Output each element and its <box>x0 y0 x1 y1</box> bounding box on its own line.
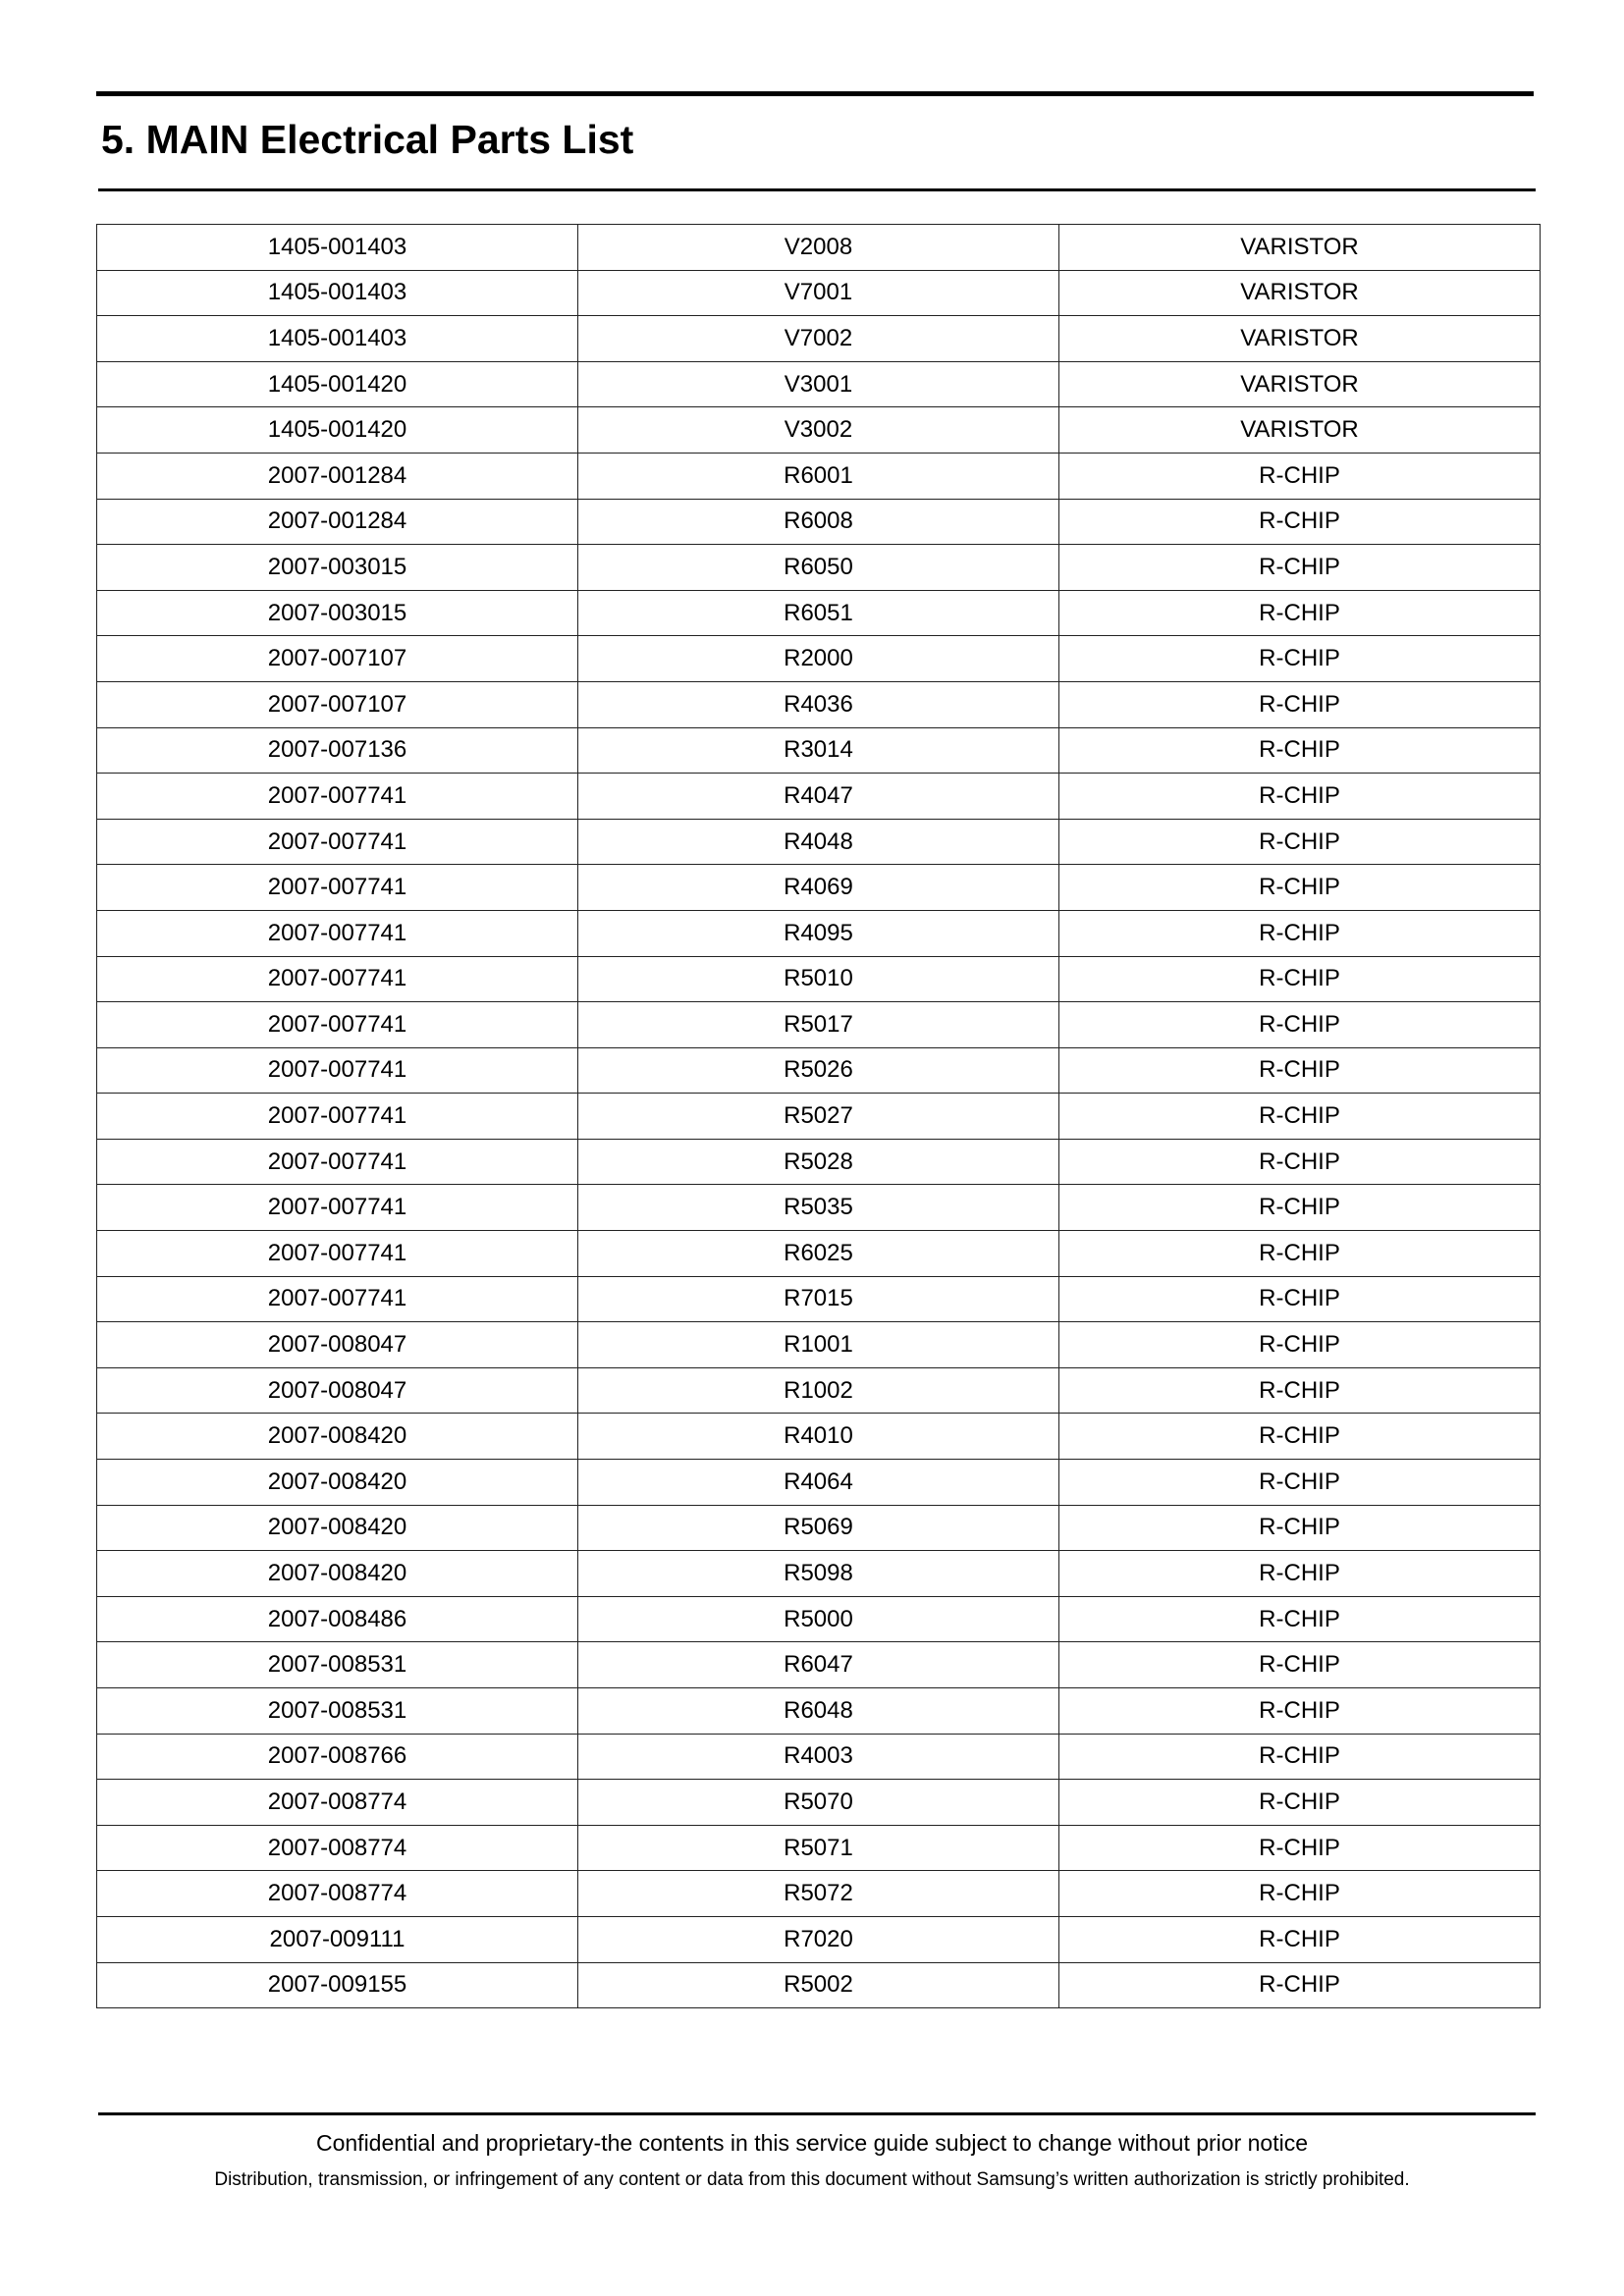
table-row <box>97 956 1541 1002</box>
table-row <box>97 1780 1541 1826</box>
table-row <box>97 1916 1541 1962</box>
table-row <box>97 1185 1541 1231</box>
part-number-cell: 2007-007741 <box>97 1185 578 1231</box>
table-row <box>97 1825 1541 1871</box>
description-cell: R-CHIP <box>1059 1916 1541 1962</box>
location-cell: R6047 <box>578 1642 1059 1688</box>
table-row <box>97 865 1541 911</box>
description-cell: R-CHIP <box>1059 1322 1541 1368</box>
description-cell: R-CHIP <box>1059 1094 1541 1140</box>
footer-distribution-notice: Distribution, transmission, or infringement of any content or data from this document without Samsung’s written authorization is strictly prohibited. <box>214 2169 1410 2190</box>
table-row <box>97 774 1541 820</box>
part-number-cell: 2007-007741 <box>97 1139 578 1185</box>
footer-rule <box>98 2112 1536 2115</box>
description-cell: VARISTOR <box>1059 316 1541 362</box>
top-rule <box>96 91 1534 96</box>
part-number-cell: 2007-007741 <box>97 1231 578 1277</box>
description-cell: R-CHIP <box>1059 1002 1541 1048</box>
location-cell: R5098 <box>578 1551 1059 1597</box>
part-number-cell: 2007-008420 <box>97 1414 578 1460</box>
location-cell: R5035 <box>578 1185 1059 1231</box>
location-cell: V3002 <box>578 407 1059 454</box>
location-cell: R6008 <box>578 499 1059 545</box>
description-cell: R-CHIP <box>1059 1367 1541 1414</box>
part-number-cell: 2007-007741 <box>97 1002 578 1048</box>
description-cell: R-CHIP <box>1059 1780 1541 1826</box>
parts-table-body <box>97 225 1541 2008</box>
part-number-cell: 2007-007741 <box>97 774 578 820</box>
table-row <box>97 1962 1541 2008</box>
location-cell: R1001 <box>578 1322 1059 1368</box>
location-cell: R5000 <box>578 1596 1059 1642</box>
table-row <box>97 1871 1541 1917</box>
table-row <box>97 1460 1541 1506</box>
part-number-cell: 1405-001420 <box>97 407 578 454</box>
description-cell: R-CHIP <box>1059 1505 1541 1551</box>
location-cell: V2008 <box>578 225 1059 271</box>
location-cell: V3001 <box>578 361 1059 407</box>
part-number-cell: 2007-008774 <box>97 1871 578 1917</box>
table-row <box>97 316 1541 362</box>
location-cell: R5069 <box>578 1505 1059 1551</box>
description-cell: VARISTOR <box>1059 361 1541 407</box>
table-row <box>97 361 1541 407</box>
table-row <box>97 1551 1541 1597</box>
table-row <box>97 1322 1541 1368</box>
location-cell: R3014 <box>578 727 1059 774</box>
description-cell: R-CHIP <box>1059 1688 1541 1735</box>
table-row <box>97 819 1541 865</box>
description-cell: VARISTOR <box>1059 270 1541 316</box>
table-row <box>97 407 1541 454</box>
location-cell: R5010 <box>578 956 1059 1002</box>
description-cell: R-CHIP <box>1059 545 1541 591</box>
location-cell: R4048 <box>578 819 1059 865</box>
table-row <box>97 681 1541 727</box>
location-cell: R6050 <box>578 545 1059 591</box>
description-cell: R-CHIP <box>1059 1414 1541 1460</box>
table-row <box>97 499 1541 545</box>
description-cell: R-CHIP <box>1059 1047 1541 1094</box>
table-row <box>97 453 1541 499</box>
part-number-cell: 2007-008047 <box>97 1367 578 1414</box>
location-cell: R5027 <box>578 1094 1059 1140</box>
location-cell: R7020 <box>578 1916 1059 1962</box>
table-row <box>97 910 1541 956</box>
description-cell: R-CHIP <box>1059 681 1541 727</box>
location-cell: R4069 <box>578 865 1059 911</box>
description-cell: R-CHIP <box>1059 636 1541 682</box>
table-row <box>97 1094 1541 1140</box>
part-number-cell: 2007-007741 <box>97 819 578 865</box>
description-cell: R-CHIP <box>1059 1139 1541 1185</box>
table-row <box>97 1596 1541 1642</box>
table-row <box>97 270 1541 316</box>
part-number-cell: 1405-001403 <box>97 316 578 362</box>
location-cell: R5028 <box>578 1139 1059 1185</box>
location-cell: R4095 <box>578 910 1059 956</box>
part-number-cell: 2007-008047 <box>97 1322 578 1368</box>
description-cell: R-CHIP <box>1059 727 1541 774</box>
table-row <box>97 1414 1541 1460</box>
location-cell: R4036 <box>578 681 1059 727</box>
part-number-cell: 2007-008774 <box>97 1780 578 1826</box>
part-number-cell: 2007-008420 <box>97 1551 578 1597</box>
part-number-cell: 2007-009111 <box>97 1916 578 1962</box>
part-number-cell: 2007-007741 <box>97 956 578 1002</box>
table-row <box>97 545 1541 591</box>
description-cell: VARISTOR <box>1059 225 1541 271</box>
table-row <box>97 590 1541 636</box>
description-cell: R-CHIP <box>1059 590 1541 636</box>
description-cell: R-CHIP <box>1059 499 1541 545</box>
table-row <box>97 1734 1541 1780</box>
description-cell: R-CHIP <box>1059 865 1541 911</box>
description-cell: R-CHIP <box>1059 1551 1541 1597</box>
part-number-cell: 2007-007741 <box>97 1094 578 1140</box>
part-number-cell: 2007-009155 <box>97 1962 578 2008</box>
location-cell: R6025 <box>578 1231 1059 1277</box>
description-cell: R-CHIP <box>1059 774 1541 820</box>
location-cell: R6048 <box>578 1688 1059 1735</box>
part-number-cell: 2007-008766 <box>97 1734 578 1780</box>
location-cell: R4064 <box>578 1460 1059 1506</box>
description-cell: R-CHIP <box>1059 1734 1541 1780</box>
table-row <box>97 727 1541 774</box>
table-row <box>97 1231 1541 1277</box>
table-row <box>97 1139 1541 1185</box>
location-cell: R5071 <box>578 1825 1059 1871</box>
description-cell: R-CHIP <box>1059 819 1541 865</box>
location-cell: R6051 <box>578 590 1059 636</box>
description-cell: R-CHIP <box>1059 1642 1541 1688</box>
table-row <box>97 1505 1541 1551</box>
location-cell: R5026 <box>578 1047 1059 1094</box>
part-number-cell: 1405-001403 <box>97 270 578 316</box>
part-number-cell: 2007-008486 <box>97 1596 578 1642</box>
description-cell: R-CHIP <box>1059 1962 1541 2008</box>
part-number-cell: 2007-008531 <box>97 1688 578 1735</box>
part-number-cell: 1405-001420 <box>97 361 578 407</box>
description-cell: R-CHIP <box>1059 1460 1541 1506</box>
description-cell: R-CHIP <box>1059 1231 1541 1277</box>
part-number-cell: 2007-003015 <box>97 545 578 591</box>
location-cell: R5072 <box>578 1871 1059 1917</box>
part-number-cell: 2007-001284 <box>97 499 578 545</box>
description-cell: R-CHIP <box>1059 453 1541 499</box>
table-row <box>97 1276 1541 1322</box>
location-cell: R5002 <box>578 1962 1059 2008</box>
location-cell: R5070 <box>578 1780 1059 1826</box>
part-number-cell: 2007-008531 <box>97 1642 578 1688</box>
description-cell: R-CHIP <box>1059 1825 1541 1871</box>
part-number-cell: 2007-007136 <box>97 727 578 774</box>
location-cell: R7015 <box>578 1276 1059 1322</box>
location-cell: V7002 <box>578 316 1059 362</box>
location-cell: R4010 <box>578 1414 1059 1460</box>
title-underline <box>98 188 1536 191</box>
table-row <box>97 1047 1541 1094</box>
part-number-cell: 2007-008420 <box>97 1505 578 1551</box>
description-cell: R-CHIP <box>1059 910 1541 956</box>
part-number-cell: 1405-001403 <box>97 225 578 271</box>
description-cell: R-CHIP <box>1059 956 1541 1002</box>
location-cell: R4047 <box>578 774 1059 820</box>
table-row <box>97 1002 1541 1048</box>
description-cell: R-CHIP <box>1059 1596 1541 1642</box>
part-number-cell: 2007-008420 <box>97 1460 578 1506</box>
table-row <box>97 225 1541 271</box>
table-row <box>97 1688 1541 1735</box>
part-number-cell: 2007-008774 <box>97 1825 578 1871</box>
table-row <box>97 636 1541 682</box>
table-row <box>97 1367 1541 1414</box>
page-title: 5. MAIN Electrical Parts List <box>101 117 634 162</box>
part-number-cell: 2007-007741 <box>97 865 578 911</box>
part-number-cell: 2007-007741 <box>97 1047 578 1094</box>
part-number-cell: 2007-007741 <box>97 1276 578 1322</box>
part-number-cell: 2007-007741 <box>97 910 578 956</box>
location-cell: R1002 <box>578 1367 1059 1414</box>
location-cell: R2000 <box>578 636 1059 682</box>
location-cell: R5017 <box>578 1002 1059 1048</box>
footer-confidential-notice: Confidential and proprietary-the contents in this service guide subject to change without prior notice <box>315 2130 1309 2156</box>
description-cell: VARISTOR <box>1059 407 1541 454</box>
part-number-cell: 2007-007107 <box>97 636 578 682</box>
part-number-cell: 2007-007107 <box>97 681 578 727</box>
location-cell: V7001 <box>578 270 1059 316</box>
description-cell: R-CHIP <box>1059 1276 1541 1322</box>
part-number-cell: 2007-001284 <box>97 453 578 499</box>
table-row <box>97 1642 1541 1688</box>
description-cell: R-CHIP <box>1059 1185 1541 1231</box>
parts-table <box>96 224 1541 2008</box>
part-number-cell: 2007-003015 <box>97 590 578 636</box>
description-cell: R-CHIP <box>1059 1871 1541 1917</box>
location-cell: R6001 <box>578 453 1059 499</box>
location-cell: R4003 <box>578 1734 1059 1780</box>
